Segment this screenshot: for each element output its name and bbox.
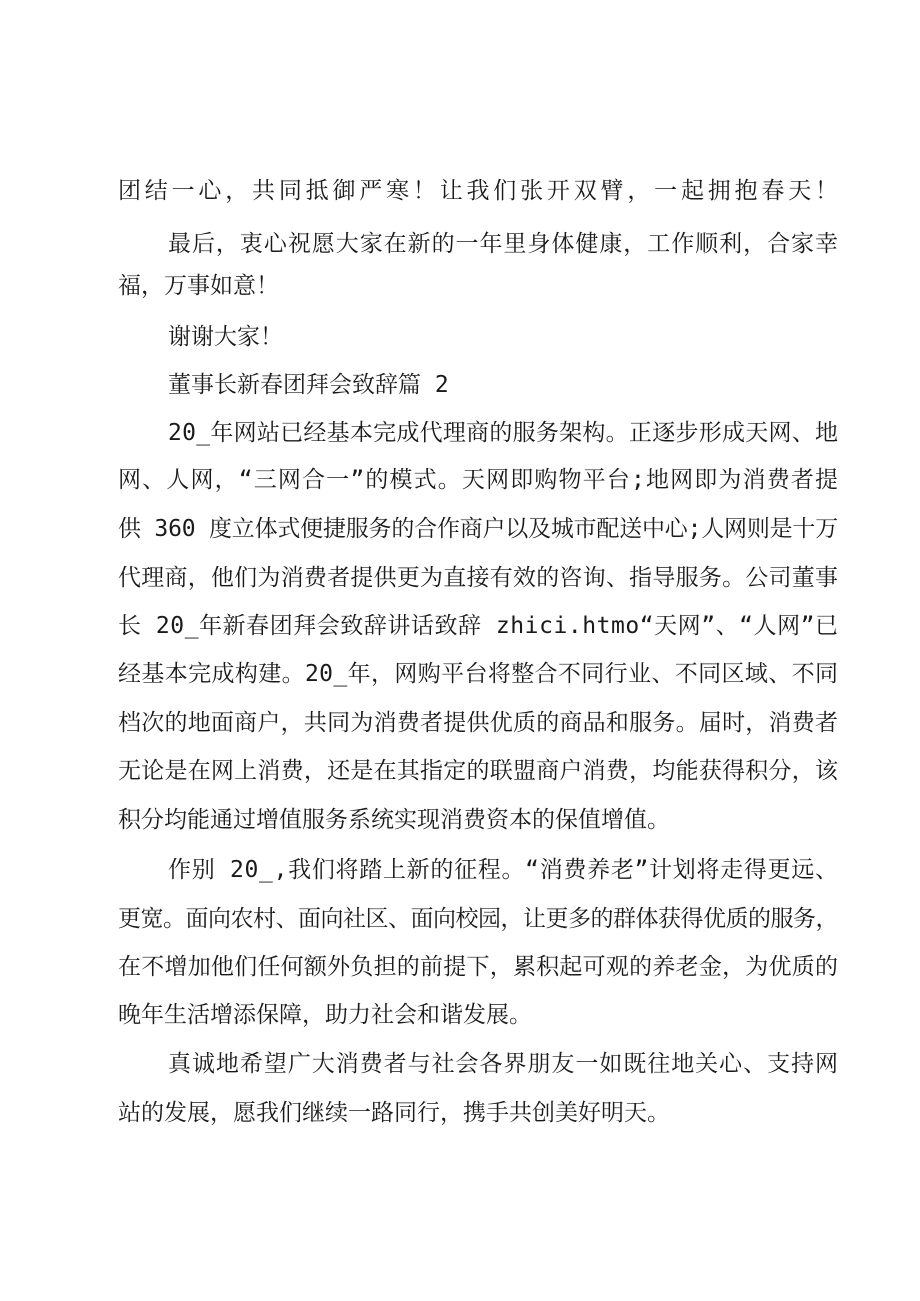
text-line: 无论是在网上消费，还是在其指定的联盟商户消费，均能获得积分，该	[118, 758, 839, 784]
text-line: 网、人网，“三网合一”的模式。天网即购物平台;地网即为消费者提	[118, 467, 840, 493]
text-line: 晚年生活增添保障，助力社会和谐发展。	[118, 1002, 532, 1028]
text-line: 供 360 度立体式便捷服务的合作商户以及城市配送中心;人网则是十万	[118, 516, 838, 542]
text-line: 福，万事如意！	[118, 273, 279, 299]
text-line: 站的发展，愿我们继续一路同行，携手共创美好明天。	[118, 1100, 670, 1126]
text-line: 真诚地希望广大消费者与社会各界朋友一如既往地关心、支持网	[168, 1051, 839, 1077]
text-line: 20_年网站已经基本完成代理商的服务架构。正逐步形成天网、地	[168, 420, 839, 446]
text-line: 代理商，他们为消费者提供更为直接有效的咨询、指导服务。公司董事	[118, 565, 839, 591]
text-line: 档次的地面商户，共同为消费者提供优质的商品和服务。届时，消费者	[118, 710, 839, 736]
text-line: 团结一心，共同抵御严寒！让我们张开双臂，一起拥抱春天！	[118, 178, 842, 204]
section-heading: 董事长新春团拜会致辞篇 2	[168, 372, 449, 398]
text-line: 作别 20_,我们将踏上新的征程。“消费养老”计划将走得更远、	[168, 857, 839, 883]
text-line: 谢谢大家！	[168, 324, 283, 350]
text-line: 积分均能通过增值服务系统实现消费资本的保值增值。	[118, 807, 670, 833]
text-line: 经基本完成构建。20_年，网购平台将整合不同行业、不同区域、不同	[118, 661, 839, 687]
text-line: 最后，衷心祝愿大家在新的一年里身体健康，工作顺利，合家幸	[168, 231, 839, 257]
text-line: 长 20_年新春团拜会致辞讲话致辞 zhici.htmo“天网”、“人网”已	[118, 613, 839, 639]
text-line: 在不增加他们任何额外负担的前提下，累积起可观的养老金，为优质的	[118, 954, 839, 980]
text-line: 更宽。面向农村、面向社区、面向校园，让更多的群体获得优质的服务，	[118, 906, 838, 932]
